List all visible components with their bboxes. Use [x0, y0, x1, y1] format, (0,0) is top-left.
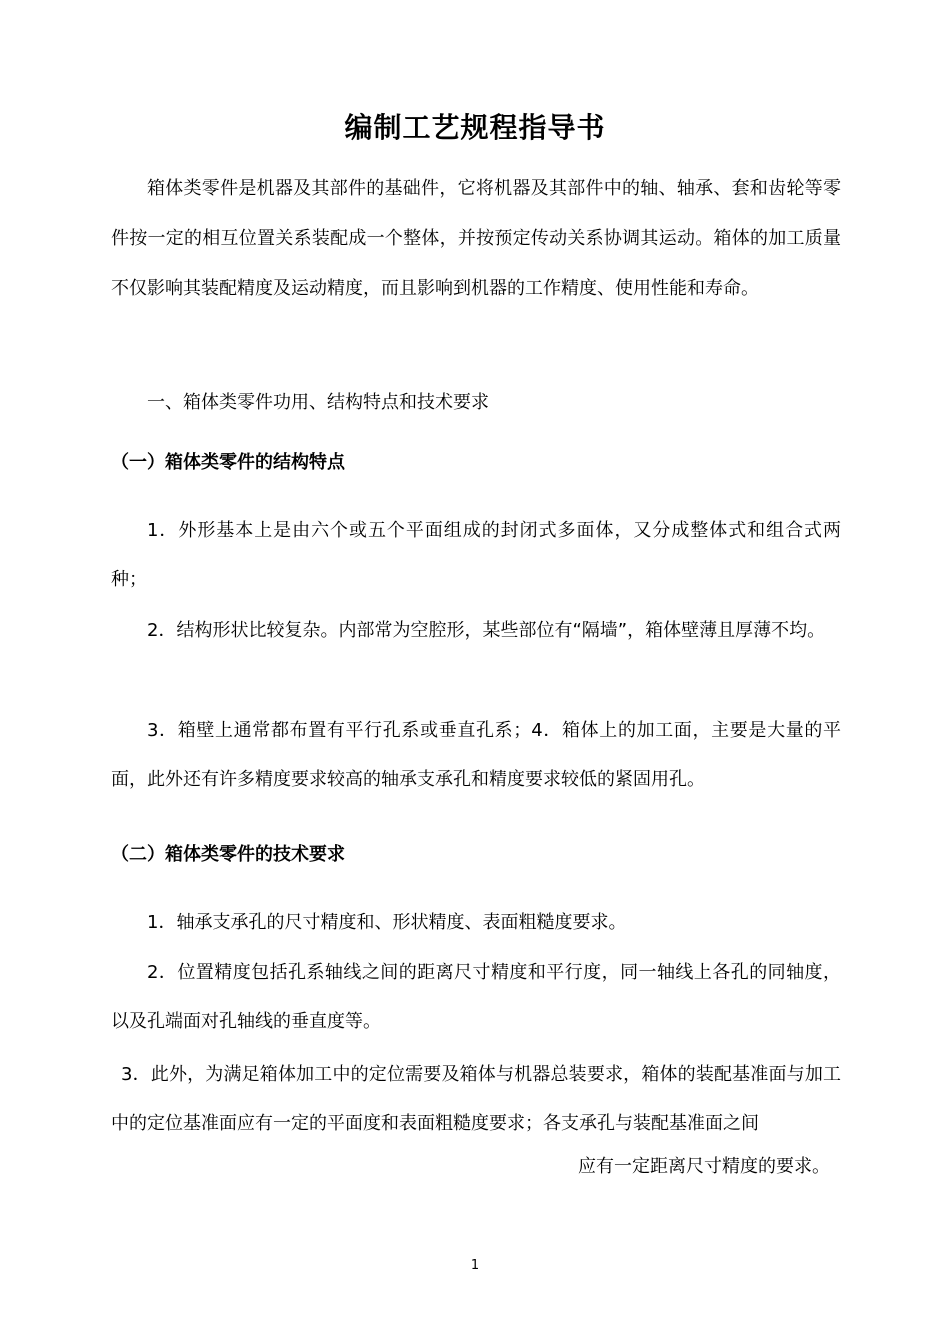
requirement-item-2: 2．位置精度包括孔系轴线之间的距离尺寸精度和平行度，同一轴线上各孔的同轴度，以及孔端面对孔轴线的垂直度等。	[111, 962, 841, 1032]
requirement-item-3: 3．此外，为满足箱体加工中的定位需要及箱体与机器总装要求，箱体的装配基准面与加工中的定位基准面应有一定的平面度和表面粗糙度要求；各支承孔与装配基准面之间	[111, 1064, 841, 1134]
structure-item-2: 2．结构形状比较复杂。内部常为空腔形，某些部位有“隔墙”，箱体壁薄且厚薄不均。	[147, 620, 826, 641]
subsection-heading-requirements: （二）箱体类零件的技术要求	[111, 844, 345, 865]
structure-item-1: 1．外形基本上是由六个或五个平面组成的封闭式多面体，又分成整体式和组合式两种；	[111, 520, 841, 590]
requirement-item-1: 1．轴承支承孔的尺寸精度和、形状精度、表面粗糙度要求。	[147, 912, 627, 933]
structure-item-3: 3．箱壁上通常都布置有平行孔系或垂直孔系；4．箱体上的加工面，主要是大量的平面，此外还有许多精度要求较高的轴承支承孔和精度要求较低的紧固用孔。	[111, 720, 841, 790]
section-heading-1: 一、箱体类零件功用、结构特点和技术要求	[147, 392, 489, 413]
document-title: 编制工艺规程指导书	[344, 111, 606, 144]
subsection-heading-structure: （一）箱体类零件的结构特点	[111, 452, 345, 473]
intro-paragraph: 箱体类零件是机器及其部件的基础件，它将机器及其部件中的轴、轴承、套和齿轮等零件按一定的相互位置关系装配成一个整体，并按预定传动关系协调其运动。箱体的加工质量不仅影响其装配精度及运动精度，而且影响到机器的工作精度、使用性能和寿命。	[111, 178, 841, 299]
requirement-item-3-continued: 应有一定距离尺寸精度的要求。	[578, 1156, 830, 1177]
page-number: 1	[470, 1258, 480, 1273]
